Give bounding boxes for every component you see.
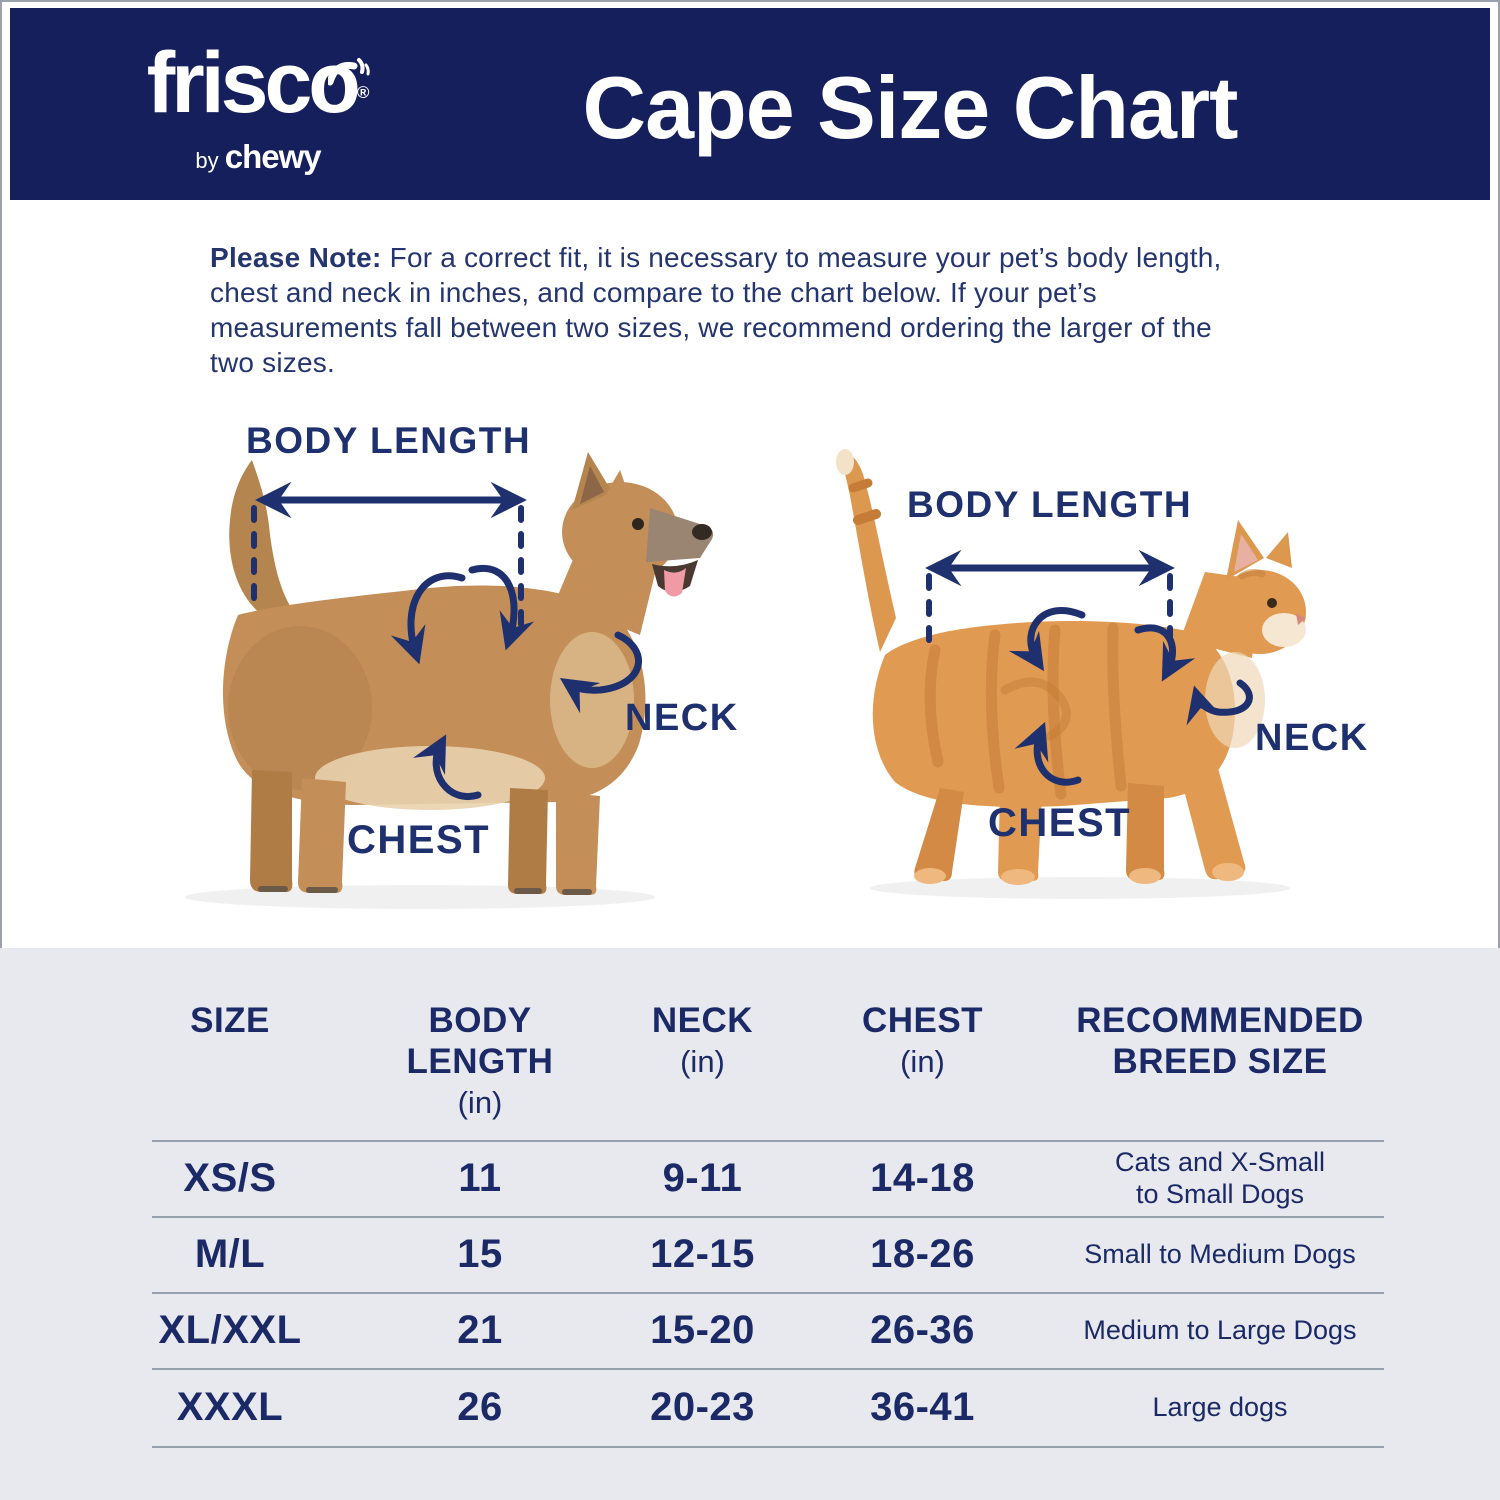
table-rule	[152, 1292, 1384, 1294]
dog-rear-leg-near	[298, 778, 346, 893]
frisco-whistle-curl-icon	[328, 56, 370, 90]
chest-value: 14-18	[870, 1155, 975, 1200]
size-table-header-row	[90, 1000, 1410, 1123]
cat-front-leg-far	[1126, 783, 1164, 880]
fit-note	[210, 240, 1245, 380]
header-banner	[10, 8, 1490, 200]
size-value: XXXL	[176, 1384, 284, 1429]
dog-chest-label: CHEST	[347, 818, 491, 862]
dog-paw-claws-2	[306, 887, 338, 893]
dog-chest-patch	[550, 632, 634, 768]
table-row-xl-xxl	[90, 1298, 1410, 1362]
body-length-value: 26	[457, 1384, 503, 1429]
cat-paw-3	[1129, 868, 1161, 884]
dog-paw-claws-1	[258, 886, 288, 892]
dog-paw-claws-4	[562, 889, 592, 895]
cat-head-stripe	[1242, 572, 1262, 576]
column-header-size: SIZE	[190, 1001, 270, 1040]
chest-value: 36-41	[870, 1384, 975, 1429]
frisco-wordmark: frisco®	[146, 35, 370, 131]
table-rule	[152, 1216, 1384, 1218]
cat-paw-2	[1001, 869, 1035, 885]
table-row-m-l	[90, 1222, 1410, 1286]
cat-tail-tip	[836, 449, 854, 475]
dog-neck-label: NECK	[625, 697, 739, 739]
chest-value: 26-36	[870, 1307, 975, 1352]
breed-size-value: Small to Medium Dogs	[1084, 1239, 1356, 1269]
dog-front-leg-near	[556, 792, 600, 895]
table-rule	[152, 1368, 1384, 1370]
breed-size-value: Cats and X-Small to Small Dogs	[1114, 1147, 1326, 1209]
dog-nose	[692, 524, 712, 540]
cat-paw-1	[914, 868, 946, 884]
dog-front-leg-far	[508, 788, 548, 894]
body-length-value: 11	[458, 1155, 502, 1200]
registered-mark: ®	[356, 83, 370, 102]
cat-front-leg-near	[1180, 768, 1245, 879]
column-header-chest: CHEST (in)	[861, 1001, 984, 1079]
chest-value: 18-26	[870, 1231, 975, 1276]
size-value: M/L	[194, 1231, 266, 1276]
neck-value: 9-11	[662, 1155, 743, 1200]
cat-body-length-label: BODY LENGTH	[907, 484, 1193, 525]
table-row-xs-s	[90, 1146, 1410, 1210]
note-label: Please Note:	[210, 242, 382, 273]
frisco-logo	[128, 35, 388, 176]
table-rule	[152, 1446, 1384, 1448]
neck-value: 15-20	[650, 1307, 755, 1352]
dog-paw-claws-3	[514, 888, 542, 894]
table-rule	[152, 1140, 1384, 1142]
note-body: For a correct fit, it is necessary to measure your pet’s body length, chest and neck in inches, and compare to the chart below. If your pet’s measurements fall between two sizes, we recommend ordering the larger of the two sizes.	[210, 242, 1222, 378]
body-length-value: 15	[457, 1231, 503, 1276]
cat-neck-label: NECK	[1255, 717, 1369, 759]
size-value: XL/XXL	[158, 1307, 302, 1352]
measurement-diagram	[0, 400, 1500, 948]
byline: by chewy	[195, 138, 321, 175]
dog-rear-leg-far	[250, 770, 292, 892]
size-value: XS/S	[183, 1155, 277, 1200]
breed-size-value: Medium to Large Dogs	[1083, 1315, 1357, 1345]
cat-tail-stripe-1	[858, 514, 876, 520]
column-header-body-length: BODY LENGTH (in)	[406, 1001, 554, 1120]
cat-rear-leg-far	[914, 788, 964, 881]
neck-value: 12-15	[650, 1231, 755, 1276]
page-title: Cape Size Chart	[582, 58, 1238, 157]
cat-ear-front	[1266, 532, 1292, 568]
column-header-neck: NECK (in)	[651, 1001, 754, 1079]
body-length-value: 21	[457, 1307, 503, 1352]
table-row-xxxl	[90, 1375, 1410, 1439]
cat-tail-stripe-2	[853, 483, 868, 488]
dog-eye	[632, 518, 644, 530]
cat-paw-4	[1212, 863, 1244, 881]
breed-size-value: Large dogs	[1152, 1392, 1288, 1422]
cat-eye	[1267, 598, 1277, 608]
column-header-recommended-breed-size: RECOMMENDED BREED SIZE	[1076, 1001, 1364, 1081]
cat-chest-label: CHEST	[988, 801, 1132, 845]
neck-value: 20-23	[650, 1384, 755, 1429]
dog-tail	[229, 460, 294, 615]
dog-body-length-label: BODY LENGTH	[246, 420, 532, 461]
